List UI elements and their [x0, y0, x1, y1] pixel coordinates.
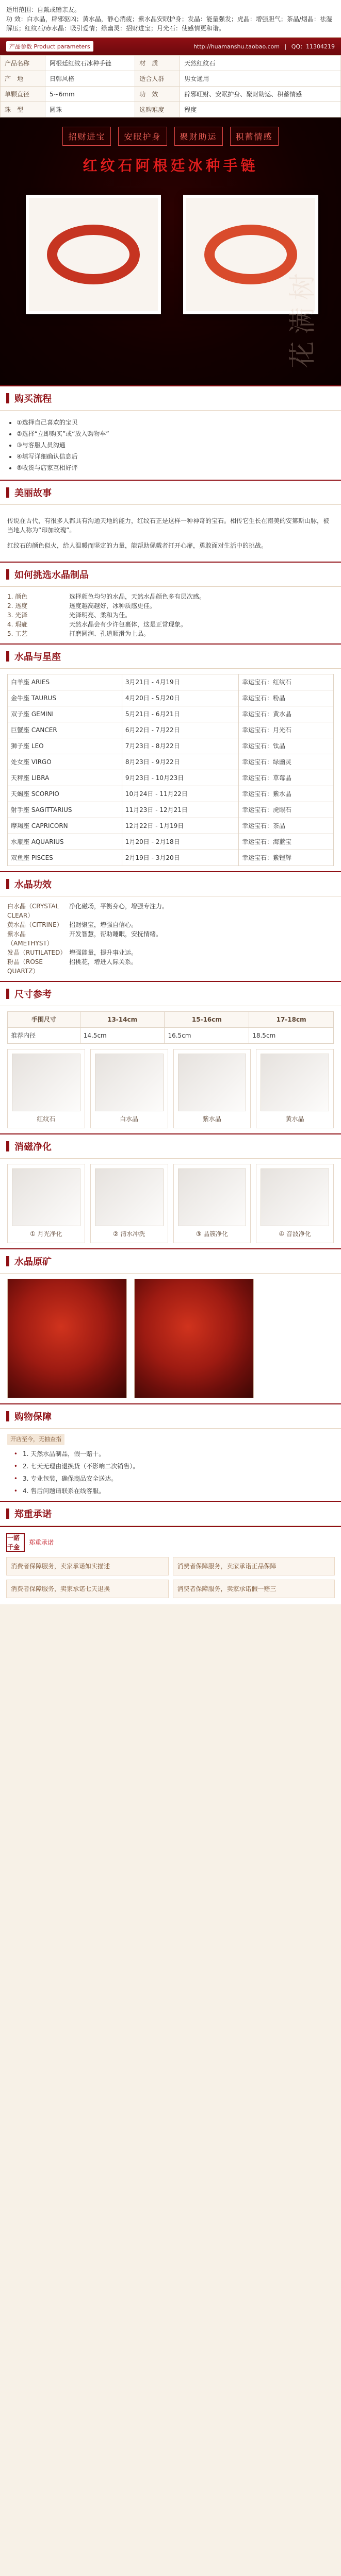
- gallery-card: [256, 1049, 334, 1128]
- hero-tag: 安眠护身: [118, 127, 167, 146]
- zodiac-row: [8, 786, 334, 802]
- story-paragraph: 传说在古代，有很多人都具有沟通天地的能力，红纹石正是这样一种神奇的宝石。相传它生长在南美的安第斯山脉，被当地人称为“印加玫瑰”。: [7, 517, 330, 534]
- bracelet-photo-left: [26, 195, 161, 314]
- zodiac-date: 1月20日 - 2月18日: [122, 834, 238, 850]
- param-val: 男女通用: [180, 71, 341, 87]
- promise-title: 郑重承诺: [29, 1539, 54, 1546]
- param-key: 材 质: [135, 56, 180, 71]
- tip-row: [7, 592, 334, 601]
- buy-flow-list: [7, 418, 334, 472]
- zodiac-row: [8, 818, 334, 834]
- hero-tag: 聚财助运: [174, 127, 223, 146]
- zodiac-row: [8, 706, 334, 722]
- clean-card: [173, 1164, 251, 1243]
- section-title: 水晶功效: [14, 879, 52, 890]
- section-title: 郑重承诺: [14, 1509, 52, 1520]
- section-head-buy-flow: [0, 385, 341, 411]
- param-row: [1, 56, 341, 71]
- banner-brand: [6, 41, 93, 52]
- gallery-caption: 红纹石: [37, 1115, 56, 1123]
- gallery-caption: 紫水晶: [202, 1115, 221, 1123]
- section-head-shopping: [0, 1403, 341, 1429]
- effect-name: 紫水晶（AMETHYST）: [7, 930, 53, 947]
- size-head: 17-18cm: [249, 1012, 334, 1028]
- section-bar: [6, 651, 9, 662]
- zodiac-row: [8, 738, 334, 754]
- shopping-point: [7, 1449, 334, 1459]
- qq-label: QQ：11304219: [291, 43, 335, 50]
- tip-desc: 透度越高越好，冰种质感更佳。: [69, 602, 156, 609]
- size-cell: 推荐内径: [8, 1028, 80, 1044]
- zodiac-stone: 幸运宝石：红纹石: [239, 674, 334, 690]
- zodiac-date: 4月20日 - 5月20日: [122, 690, 238, 706]
- hero-tags: [0, 127, 341, 146]
- zodiac-stone: 幸运宝石：茶晶: [239, 818, 334, 834]
- param-key: 功 效: [135, 87, 180, 102]
- zodiac-sign: 处女座 VIRGO: [8, 754, 122, 770]
- watermark: 花满树: [287, 266, 319, 368]
- effect-row: [7, 948, 334, 957]
- story-paragraph: 红纹石的颜色似火，给人温暖而坚定的力量，能帮助佩戴者打开心扉，勇敢面对生活中的挑战。: [7, 542, 268, 549]
- buy-step: • ③与客服人员沟通: [17, 440, 334, 450]
- zodiac-row: [8, 850, 334, 866]
- tip-desc: 天然水晶会有少许包裹体，这是正常现象。: [69, 621, 187, 628]
- zodiac-stone: 幸运宝石：草莓晶: [239, 770, 334, 786]
- size-cell: 18.5cm: [249, 1028, 334, 1044]
- zodiac-date: 9月23日 - 10月23日: [122, 770, 238, 786]
- size-cell: 14.5cm: [80, 1028, 165, 1044]
- param-key: 产 地: [1, 71, 45, 87]
- param-row: [1, 71, 341, 87]
- effect-row: [7, 920, 334, 929]
- section-head-size: [0, 981, 341, 1006]
- zodiac-row: [8, 802, 334, 818]
- clean-caption: ① 月光净化: [30, 1230, 62, 1238]
- section-bar: [6, 487, 9, 498]
- clean-card: [90, 1164, 168, 1243]
- zodiac-date: 8月23日 - 9月22日: [122, 754, 238, 770]
- section-head-tips: [0, 562, 341, 587]
- zodiac-sign: 金牛座 TAURUS: [8, 690, 122, 706]
- tip-row: [7, 611, 334, 620]
- gallery-grid: [7, 1049, 334, 1128]
- promise-seal: 一諾千金: [6, 1533, 25, 1552]
- zodiac-sign: 天秤座 LIBRA: [8, 770, 122, 786]
- section-bar: [6, 1509, 9, 1519]
- section-head-effects: [0, 871, 341, 896]
- gallery-card: [173, 1049, 251, 1128]
- tip-row: [7, 620, 334, 629]
- section-bar: [6, 879, 9, 889]
- param-val: 辟邪旺财、安眠护身、聚财助运、积蓄情感: [180, 87, 341, 102]
- zodiac-stone: 幸运宝石：紫水晶: [239, 786, 334, 802]
- param-row: [1, 102, 341, 117]
- gallery-photo: [178, 1054, 247, 1111]
- tip-row: [7, 629, 334, 638]
- effect-name: 白水晶（CRYSTAL CLEAR）: [7, 903, 59, 919]
- shopping-text: 1. 天然水晶制品，假一赔十。: [23, 1450, 105, 1458]
- mine-photo: [134, 1279, 254, 1398]
- zodiac-stone: 幸运宝石：黄水晶: [239, 706, 334, 722]
- effect-desc: 增强能量，提升事业运。: [69, 949, 138, 956]
- intro-line: 功 效：白水晶，辟邪驱凶；黄水晶，静心消疲；紫水晶安眠护身；发晶：能量强发；虎晶：增强胆气；茶晶/烟晶：祛湿解压；红纹石/赤水晶：吸引爱情；绿幽灵：招财进宝；月光石：使感情更和谐。: [6, 15, 332, 32]
- zodiac-date: 2月19日 - 3月20日: [122, 850, 238, 866]
- size-block: [0, 1006, 341, 1133]
- section-head-mine: [0, 1248, 341, 1274]
- mine-photo: [7, 1279, 127, 1398]
- zodiac-table: [7, 674, 334, 866]
- hero: [0, 117, 341, 385]
- zodiac-stone: 幸运宝石：月光石: [239, 722, 334, 738]
- zodiac-row: [8, 674, 334, 690]
- size-head: 13-14cm: [80, 1012, 165, 1028]
- size-cell: 16.5cm: [165, 1028, 249, 1044]
- zodiac-sign: 天蝎座 SCORPIO: [8, 786, 122, 802]
- size-head: 15-16cm: [165, 1012, 249, 1028]
- clean-block: [0, 1159, 341, 1248]
- section-bar: [6, 569, 9, 580]
- intro-line: 适用范围：自戴或赠亲友。: [6, 6, 81, 13]
- section-title: 购物保障: [14, 1412, 52, 1422]
- hero-tag: 招财进宝: [62, 127, 111, 146]
- clean-card: [256, 1164, 334, 1243]
- param-val: 圆珠: [45, 102, 135, 117]
- param-key: 选购难度: [135, 102, 180, 117]
- section-title: 尺寸参考: [14, 989, 52, 1000]
- shopping-bullet: •: [13, 1487, 18, 1495]
- gallery-photo: [12, 1054, 80, 1111]
- size-head: 手围尺寸: [8, 1012, 80, 1028]
- param-val: 天然红纹石: [180, 56, 341, 71]
- zodiac-date: 12月22日 - 1月19日: [122, 818, 238, 834]
- section-title: 水晶原矿: [14, 1257, 52, 1267]
- effect-name: 粉晶（ROSE QUARTZ）: [7, 958, 43, 975]
- zodiac-sign: 巨蟹座 CANCER: [8, 722, 122, 738]
- zodiac-sign: 水瓶座 AQUARIUS: [8, 834, 122, 850]
- clean-caption: ② 清水冲洗: [112, 1230, 145, 1238]
- tip-row: [7, 601, 334, 611]
- bracelet-illustration: [29, 198, 158, 311]
- tip-title: 3. 光泽: [7, 612, 28, 619]
- shopping-text: 4. 售后问题请联系在线客服。: [23, 1487, 105, 1495]
- zodiac-row: [8, 834, 334, 850]
- size-row: [8, 1028, 334, 1044]
- tip-title: 5. 工艺: [7, 630, 28, 637]
- zodiac-date: 7月23日 - 8月22日: [122, 738, 238, 754]
- promise-brand: [6, 1533, 335, 1552]
- promise-item: 消费者保障服务，卖家承诺如实描述: [6, 1557, 169, 1575]
- effects-block: [0, 896, 341, 981]
- story-block: [0, 505, 341, 562]
- zodiac-block: [0, 669, 341, 871]
- section-title: 购买流程: [14, 394, 52, 404]
- effect-name: 发晶（RUTILATED）: [7, 949, 67, 956]
- section-title: 水晶与星座: [14, 652, 61, 663]
- zodiac-row: [8, 770, 334, 786]
- zodiac-stone: 幸运宝石：海蓝宝: [239, 834, 334, 850]
- mine-block: [0, 1274, 341, 1403]
- hero-tag: 积蓄情感: [230, 127, 279, 146]
- buy-flow-block: [0, 411, 341, 480]
- shopping-bullet: •: [13, 1475, 18, 1482]
- param-key: 产品名称: [1, 56, 45, 71]
- gallery-caption: 黄水晶: [285, 1115, 304, 1123]
- effect-desc: 招财聚宝，增强自信心。: [69, 921, 138, 928]
- size-row: [8, 1012, 334, 1028]
- clean-photo: [178, 1168, 247, 1226]
- clean-card: [7, 1164, 85, 1243]
- param-val: 阿根廷红纹石冰种手链: [45, 56, 135, 71]
- param-table: [0, 55, 341, 117]
- effect-desc: 招桃花，增进人际关系。: [69, 958, 138, 965]
- section-title: 消磁净化: [14, 1142, 52, 1153]
- param-row: [1, 87, 341, 102]
- zodiac-stone: 幸运宝石：绿幽灵: [239, 754, 334, 770]
- tips-block: [0, 587, 341, 643]
- shopping-block: [0, 1429, 341, 1501]
- section-bar: [6, 989, 9, 999]
- zodiac-date: 10月24日 - 11月22日: [122, 786, 238, 802]
- intro-block: [0, 0, 341, 38]
- banner-links: http://huamanshu.taobao.com | QQ：11304219: [193, 43, 335, 50]
- zodiac-date: 5月21日 - 6月21日: [122, 706, 238, 722]
- buy-step: • ④填写详细确认信息后: [17, 452, 334, 461]
- zodiac-stone: 幸运宝石：钛晶: [239, 738, 334, 754]
- zodiac-stone: 幸运宝石：虎眼石: [239, 802, 334, 818]
- hero-title: 红纹石阿根廷冰种手链: [83, 157, 258, 174]
- section-head-zodiac: [0, 643, 341, 669]
- zodiac-row: [8, 722, 334, 738]
- section-head-story: [0, 480, 341, 505]
- section-bar: [6, 393, 9, 403]
- promise-list: [6, 1557, 335, 1598]
- zodiac-date: 3月21日 - 4月19日: [122, 674, 238, 690]
- gallery-caption: 白水晶: [120, 1115, 139, 1123]
- shopping-point: [7, 1462, 334, 1471]
- zodiac-date: 11月23日 - 12月21日: [122, 802, 238, 818]
- shopping-bullet: •: [13, 1463, 18, 1470]
- shopping-points: [7, 1449, 334, 1496]
- zodiac-sign: 射手座 SAGITTARIUS: [8, 802, 122, 818]
- param-key: 适合人群: [135, 71, 180, 87]
- section-bar: [6, 1141, 9, 1151]
- shopping-bullet: •: [13, 1450, 18, 1458]
- tip-desc: 选择颜色均匀的水晶，天然水晶颜色多有层次感。: [69, 593, 206, 600]
- clean-photo: [261, 1168, 329, 1226]
- param-key: 单颗直径: [1, 87, 45, 102]
- param-val: 程度: [180, 102, 341, 117]
- section-bar: [6, 1411, 9, 1421]
- clean-photo: [12, 1168, 80, 1226]
- param-key: 珠 型: [1, 102, 45, 117]
- gallery-card: [7, 1049, 85, 1128]
- zodiac-sign: 摩羯座 CAPRICORN: [8, 818, 122, 834]
- gallery-photo: [261, 1054, 329, 1111]
- shopping-badge: 开店至今，无抽查指: [7, 1434, 64, 1445]
- gallery-photo: [95, 1054, 164, 1111]
- section-head-clean: [0, 1133, 341, 1159]
- tip-desc: 光泽明亮、柔和为佳。: [69, 612, 132, 619]
- tip-title: 1. 颜色: [7, 593, 28, 600]
- shopping-text: 3. 专业包装，确保商品安全送达。: [23, 1475, 118, 1482]
- clean-photo: [95, 1168, 164, 1226]
- tip-desc: 打磨圆润、孔道顺滑为上品。: [69, 630, 150, 637]
- section-title: 如何挑选水晶制品: [14, 570, 89, 581]
- effect-desc: 净化磁场，平衡身心，增强专注力。: [69, 903, 169, 910]
- banner: [0, 38, 341, 55]
- section-title: 美丽故事: [14, 488, 52, 499]
- gallery-card: [90, 1049, 168, 1128]
- promise-item: 消费者保障服务，卖家承诺假一赔三: [173, 1580, 335, 1598]
- promise-item: 消费者保障服务，卖家承诺七天退换: [6, 1580, 169, 1598]
- section-head-promise: [0, 1501, 341, 1526]
- zodiac-date: 6月22日 - 7月22日: [122, 722, 238, 738]
- shopping-point: [7, 1486, 334, 1496]
- clean-grid: [7, 1164, 334, 1243]
- promise-footer: [0, 1526, 341, 1604]
- effect-name: 黄水晶（CITRINE）: [7, 921, 63, 928]
- zodiac-sign: 双子座 GEMINI: [8, 706, 122, 722]
- zodiac-stone: 幸运宝石：粉晶: [239, 690, 334, 706]
- clean-caption: ③ 晶簇净化: [196, 1230, 229, 1238]
- effect-desc: 开发智慧，帮助睡眠，安抚情绪。: [69, 930, 163, 938]
- tip-title: 4. 瑕疵: [7, 621, 28, 628]
- effect-row: [7, 929, 334, 948]
- mine-gallery: [7, 1279, 334, 1398]
- buy-step: • ②选择“立即购买”或“放入购物车”: [17, 429, 334, 438]
- param-val: 日韩风格: [45, 71, 135, 87]
- shopping-point: [7, 1474, 334, 1483]
- size-table: [7, 1011, 334, 1044]
- buy-step: • ①选择自己喜欢的宝贝: [17, 418, 334, 427]
- zodiac-row: [8, 690, 334, 706]
- param-val: 5~6mm: [45, 87, 135, 102]
- zodiac-stone: 幸运宝石：紫锂辉: [239, 850, 334, 866]
- zodiac-sign: 白羊座 ARIES: [8, 674, 122, 690]
- tip-title: 2. 透度: [7, 602, 28, 609]
- effect-row: [7, 902, 334, 920]
- zodiac-row: [8, 754, 334, 770]
- zodiac-sign: 双鱼座 PISCES: [8, 850, 122, 866]
- clean-caption: ④ 音波净化: [279, 1230, 311, 1238]
- section-bar: [6, 1256, 9, 1266]
- site-link[interactable]: http://huamanshu.taobao.com: [193, 43, 280, 50]
- promise-item: 消费者保障服务，卖家承诺正品保障: [173, 1557, 335, 1575]
- effect-row: [7, 957, 334, 976]
- banner-badge: 产品参数 Product parameters: [6, 41, 93, 52]
- shopping-text: 2. 七天无理由退换货（不影响二次销售）。: [23, 1463, 139, 1470]
- buy-step: • ⑤收货与店家互相好评: [17, 463, 334, 472]
- zodiac-sign: 狮子座 LEO: [8, 738, 122, 754]
